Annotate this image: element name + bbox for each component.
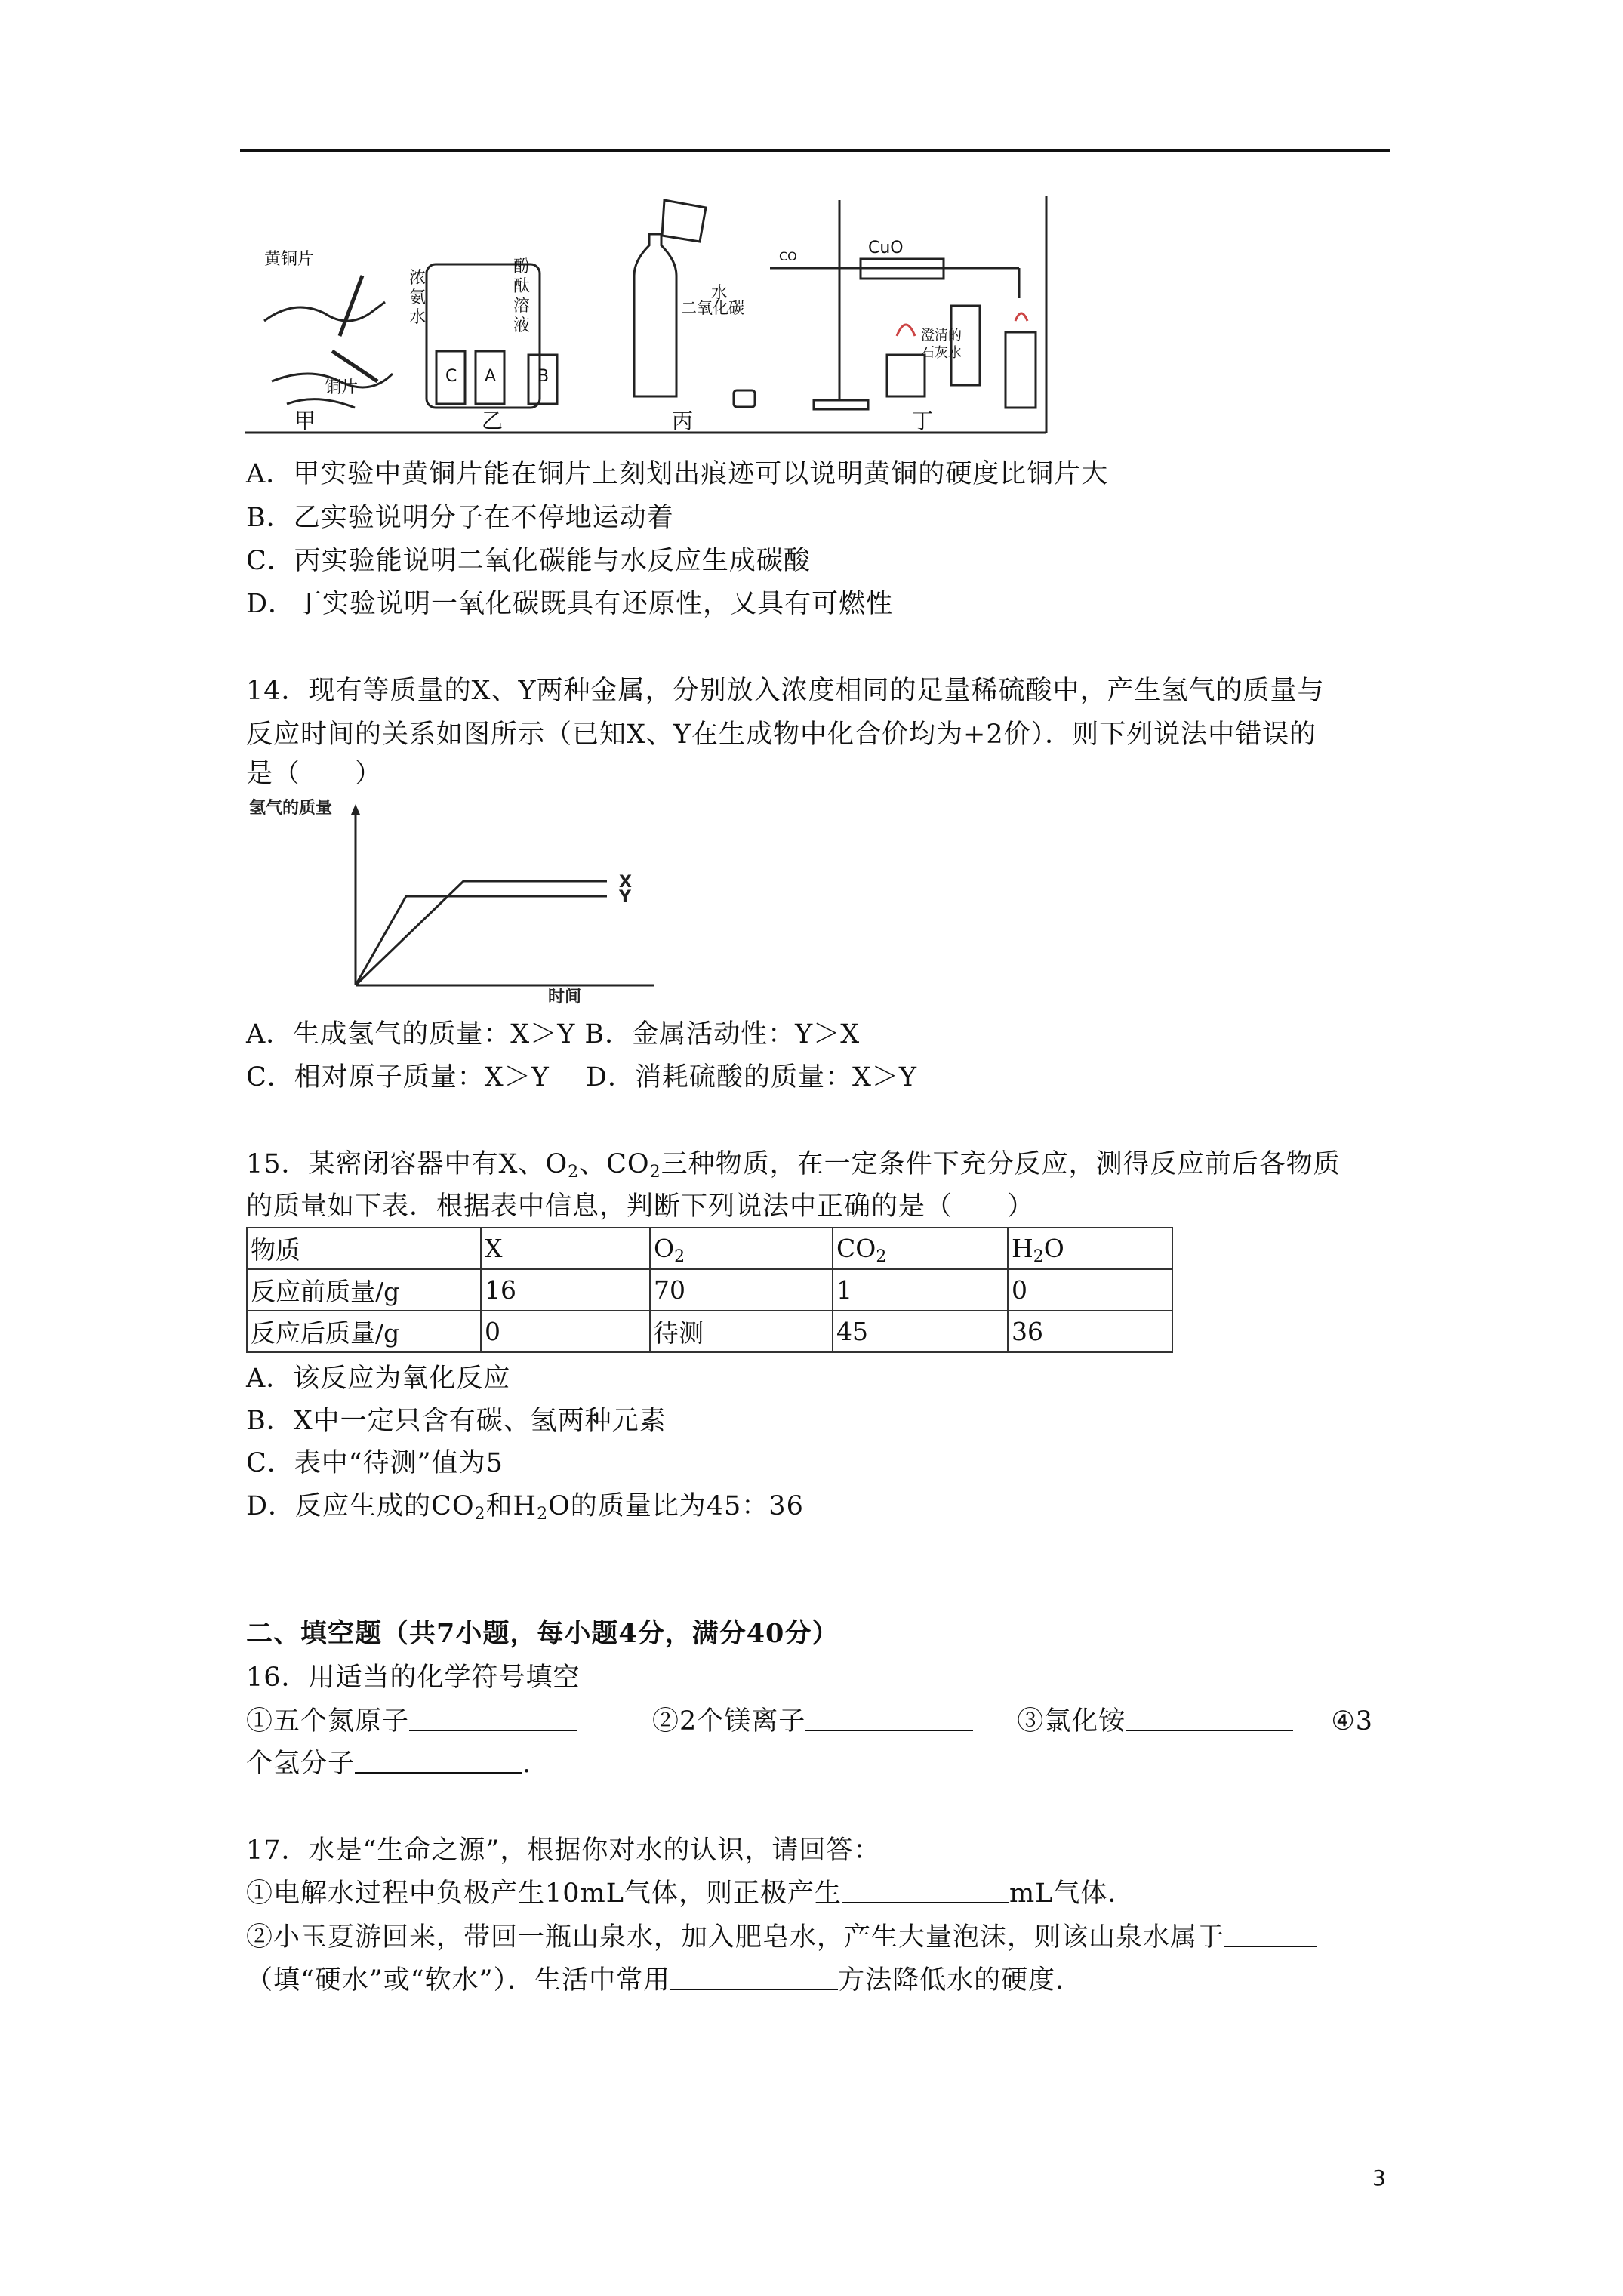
section-heading: 二、填空题（共7小题，每小题4分，满分40分）: [246, 1618, 839, 1649]
q16-part1: ①五个氮原子: [246, 1706, 410, 1737]
page-number: 3: [1372, 2165, 1386, 2190]
label-co2: 二氧化碳: [681, 299, 744, 317]
q17-line2: ②小玉夏游回来，带回一瓶山泉水，加入肥皂水，产生大量泡沫，则该山泉水属于: [246, 1922, 1317, 1952]
table-header-row: [247, 1228, 1172, 1269]
label-cuo: CuO: [868, 239, 904, 257]
q16-part4: ④3: [1331, 1706, 1373, 1737]
chart-ylabel: 氢气的质量: [249, 799, 333, 818]
q15-option-a: A．该反应为氧化反应: [246, 1364, 511, 1394]
answer-blank[interactable]: [409, 1709, 577, 1731]
label-ammonia-3: 水: [409, 308, 427, 327]
panel-label-ding: 丁: [912, 408, 934, 433]
label-water: 水: [711, 284, 728, 303]
table-cell: 45: [833, 1311, 1008, 1352]
label-ammonia-2: 氨: [409, 288, 427, 307]
table-cell: 0: [1008, 1269, 1172, 1311]
table-cell: 70: [650, 1269, 833, 1311]
q14-stem-line2: 反应时间的关系如图所示（已知X、Y在生成物中化合价均为+2价）．则下列说法中错误的: [246, 720, 1317, 750]
table-cell: 16: [481, 1269, 650, 1311]
label-copper: 铜片: [325, 378, 359, 397]
q14-hydrogen-chart: [246, 797, 658, 1004]
q16-part3: ③氯化铵: [1017, 1706, 1126, 1737]
table-cell: 0: [481, 1311, 650, 1352]
table-cell: 物质: [247, 1228, 481, 1269]
answer-blank[interactable]: [355, 1751, 522, 1774]
label-brass: 黄铜片: [264, 250, 315, 269]
label-beaker-c: C: [445, 367, 457, 386]
q14-options-ab: A．生成氢气的质量：X＞Y B．金属活动性：Y＞X: [246, 1019, 861, 1049]
q13-option-b: B．乙实验说明分子在不停地运动着: [246, 503, 674, 533]
series-x-label: X: [619, 873, 632, 892]
label-phenol-4: 液: [513, 316, 531, 335]
table-cell: X: [481, 1228, 650, 1269]
q13-option-a: A．甲实验中黄铜片能在铜片上刻划出痕迹可以说明黄铜的硬度比铜片大: [246, 459, 1109, 489]
table-cell: $O_2$: [650, 1228, 833, 1269]
q15-mass-table: [246, 1227, 1173, 1353]
label-beaker-b: B: [537, 367, 550, 386]
panel-label-bing: 丙: [672, 408, 694, 433]
table-cell: $H_2O$: [1008, 1228, 1172, 1269]
table-cell: 1: [833, 1269, 1008, 1311]
label-phenol-1: 酚: [513, 257, 531, 276]
q13-experiment-figure: [242, 193, 1057, 442]
q14-stem-line1: 14．现有等质量的X、Y两种金属，分别放入浓度相同的足量稀硫酸中，产生氢气的质量与: [246, 676, 1325, 706]
label-limewater-2: 石灰水: [921, 345, 962, 361]
q15-option-c: C．表中“待测”值为5: [246, 1448, 504, 1478]
header-rule: [240, 149, 1390, 152]
answer-blank[interactable]: [842, 1881, 1009, 1903]
q15-option-d: D．反应生成的$CO_2$和$H_2O$的质量比为45：36: [246, 1491, 804, 1524]
table-cell: 反应前质量/g: [247, 1269, 481, 1311]
table-row: [247, 1269, 1172, 1311]
series-y-line: [356, 896, 607, 985]
q13-option-d: D．丁实验说明一氧化碳既具有还原性，又具有可燃性: [246, 589, 894, 619]
q16-stem: 16．用适当的化学符号填空: [246, 1663, 581, 1693]
label-ammonia-1: 浓: [409, 269, 427, 288]
table-cell: 反应后质量/g: [247, 1311, 481, 1352]
q14-stem-line3: 是（ ）: [246, 759, 383, 789]
label-phenol-2: 酞: [513, 277, 531, 296]
q17-stem: 17．水是“生命之源”，根据你对水的认识，请回答：: [246, 1835, 881, 1866]
answer-blank[interactable]: [805, 1709, 973, 1731]
label-phenol-3: 溶: [513, 297, 531, 316]
q15-option-b: B．X中一定只含有碳、氢两种元素: [246, 1406, 667, 1436]
panel-label-yi: 乙: [482, 408, 504, 433]
series-y-label: Y: [619, 888, 631, 907]
label-limewater-1: 澄清的: [921, 328, 962, 344]
q16-parts-line: [246, 1706, 1373, 1737]
table-cell: 待测: [650, 1311, 833, 1352]
answer-blank[interactable]: [1126, 1709, 1293, 1731]
q15-stem-line1: 15．某密闭容器中有X、$O_2$、$CO_2$三种物质，在一定条件下充分反应，测得反应前后各物质: [246, 1149, 1341, 1182]
table-cell: 36: [1008, 1311, 1172, 1352]
panel-label-jia: 甲: [294, 408, 316, 433]
label-beaker-a: A: [485, 367, 497, 386]
answer-blank[interactable]: [670, 1968, 838, 1990]
answer-blank[interactable]: [1224, 1925, 1317, 1947]
q16-line2: 个氢分子 .: [246, 1749, 532, 1779]
q16-part2: ②2个镁离子: [652, 1706, 806, 1737]
table-cell: $CO_2$: [833, 1228, 1008, 1269]
q17-line1: ①电解水过程中负极产生10mL气体，则正极产生 mL气体．: [246, 1878, 1135, 1909]
label-co: CO: [779, 249, 797, 264]
chart-xlabel: 时间: [548, 988, 582, 1004]
q14-options-cd: C．相对原子质量：X＞Y D．消耗硫酸的质量：X＞Y: [246, 1062, 918, 1093]
table-row: [247, 1311, 1172, 1352]
q15-stem-line2: 的质量如下表．根据表中信息，判断下列说法中正确的是（ ）: [246, 1191, 1035, 1222]
q17-line3: （填“硬水”或“软水”）．生活中常用 方法降低水的硬度．: [246, 1965, 1083, 1996]
q13-option-c: C．丙实验能说明二氧化碳能与水反应生成碳酸: [246, 546, 811, 576]
